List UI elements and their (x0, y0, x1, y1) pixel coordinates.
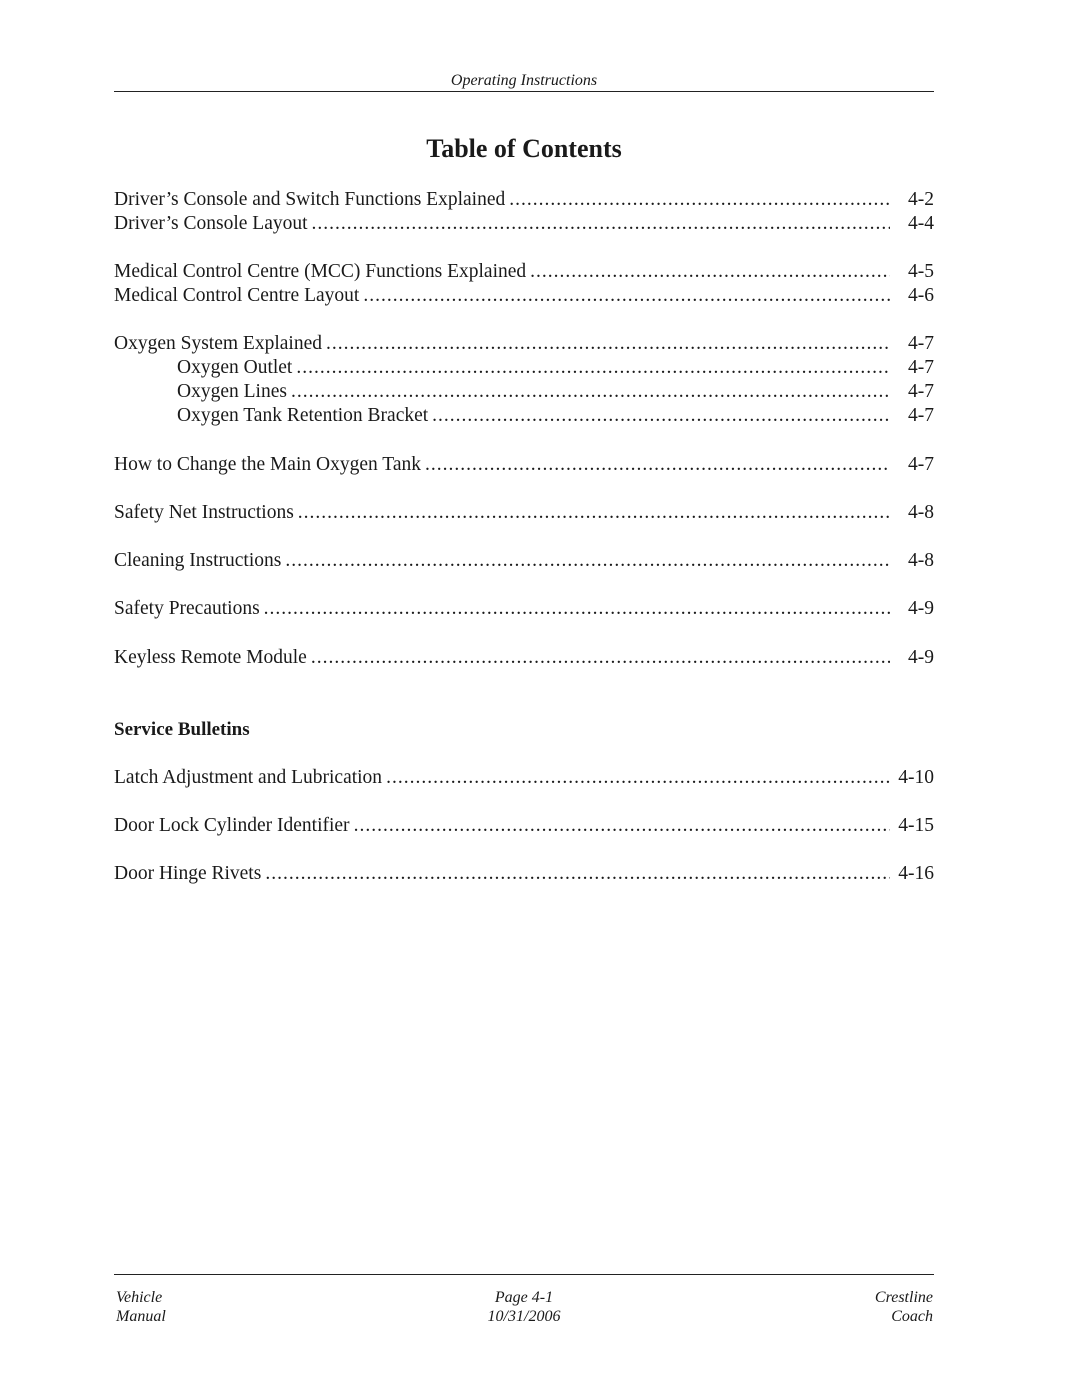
dot-leader (363, 284, 890, 308)
toc-entry[interactable] (114, 501, 934, 525)
toc-entry-label: Medical Control Centre (MCC) Functions Explained (114, 261, 527, 282)
toc-entry-page: 4-7 (908, 381, 934, 402)
dot-leader (298, 501, 890, 525)
footer-left-line1: Vehicle (116, 1289, 163, 1306)
toc-entry-page: 4-6 (908, 285, 934, 306)
toc-entry-page: 4-2 (908, 189, 934, 210)
toc-entry-label: Oxygen Tank Retention Bracket (177, 405, 429, 426)
toc-entry-label: Medical Control Centre Layout (114, 285, 360, 306)
toc-entry-label: Latch Adjustment and Lubrication (114, 767, 383, 788)
toc-entry-page: 4-7 (908, 405, 934, 426)
toc-entry-label: Oxygen System Explained (114, 333, 322, 354)
footer-divider (114, 1274, 934, 1275)
toc-entry-label: Driver’s Console and Switch Functions Explained (114, 189, 506, 210)
footer-right (875, 1288, 933, 1326)
toc-entry[interactable] (114, 332, 934, 356)
toc-subentry[interactable] (114, 380, 934, 404)
footer-right-line2: Coach (891, 1308, 933, 1325)
dot-leader (296, 356, 890, 380)
toc-entry[interactable] (114, 453, 934, 477)
toc-entry-page: 4-5 (908, 261, 934, 282)
toc-entry-page: 4-9 (908, 598, 934, 619)
toc-entry-label: How to Change the Main Oxygen Tank (114, 454, 421, 475)
toc-entry[interactable] (114, 549, 934, 573)
header-divider (114, 91, 934, 92)
toc-entry-label: Door Lock Cylinder Identifier (114, 815, 350, 836)
toc-entry-page: 4-4 (908, 213, 934, 234)
toc-entry[interactable] (114, 597, 934, 621)
toc-entry-page: 4-15 (898, 815, 934, 836)
toc-subentry[interactable] (114, 404, 934, 428)
service-bulletins-heading: Service Bulletins (114, 719, 250, 740)
dot-leader (326, 332, 890, 356)
toc-entry-page: 4-8 (908, 502, 934, 523)
toc-subentry[interactable] (114, 356, 934, 380)
toc-entry-label: Safety Net Instructions (114, 502, 294, 523)
toc-entry-page: 4-10 (898, 767, 934, 788)
toc-entry-label: Safety Precautions (114, 598, 260, 619)
bulletin-entry[interactable] (114, 766, 934, 790)
toc-entry[interactable] (114, 646, 934, 670)
dot-leader (509, 188, 890, 212)
footer-left-line2: Manual (116, 1308, 166, 1325)
bulletin-entry[interactable] (114, 814, 934, 838)
dot-leader (425, 453, 890, 477)
dot-leader (530, 260, 890, 284)
toc-entry[interactable] (114, 260, 934, 284)
toc-entry-label: Door Hinge Rivets (114, 863, 262, 884)
page-title: Table of Contents (426, 134, 622, 163)
toc-entry-label: Keyless Remote Module (114, 647, 307, 668)
bulletin-entry[interactable] (114, 862, 934, 886)
dot-leader (264, 597, 890, 621)
dot-leader (386, 766, 890, 790)
dot-leader (285, 549, 890, 573)
dot-leader (432, 404, 890, 428)
footer-date: 10/31/2006 (487, 1308, 561, 1325)
toc-entry-page: 4-9 (908, 647, 934, 668)
toc-entry-label: Oxygen Outlet (177, 357, 293, 378)
toc-entry-page: 4-7 (908, 454, 934, 475)
toc-entry-page: 4-8 (908, 550, 934, 571)
toc-entry-label: Cleaning Instructions (114, 550, 282, 571)
footer-right-line1: Crestline (874, 1289, 933, 1306)
toc-entry-page: 4-7 (908, 333, 934, 354)
dot-leader (312, 212, 890, 236)
toc-entry-label: Driver’s Console Layout (114, 213, 308, 234)
toc-entry[interactable] (114, 284, 934, 308)
toc-entry-label: Oxygen Lines (177, 381, 287, 402)
dot-leader (265, 862, 890, 886)
toc-entry-page: 4-16 (898, 863, 934, 884)
dot-leader (311, 646, 890, 670)
footer-page-number: Page 4-1 (494, 1289, 554, 1306)
toc-entry-page: 4-7 (908, 357, 934, 378)
toc-entry[interactable] (114, 212, 934, 236)
dot-leader (291, 380, 890, 404)
header-title: Operating Instructions (450, 72, 598, 89)
dot-leader (354, 814, 890, 838)
toc-entry[interactable] (114, 188, 934, 212)
